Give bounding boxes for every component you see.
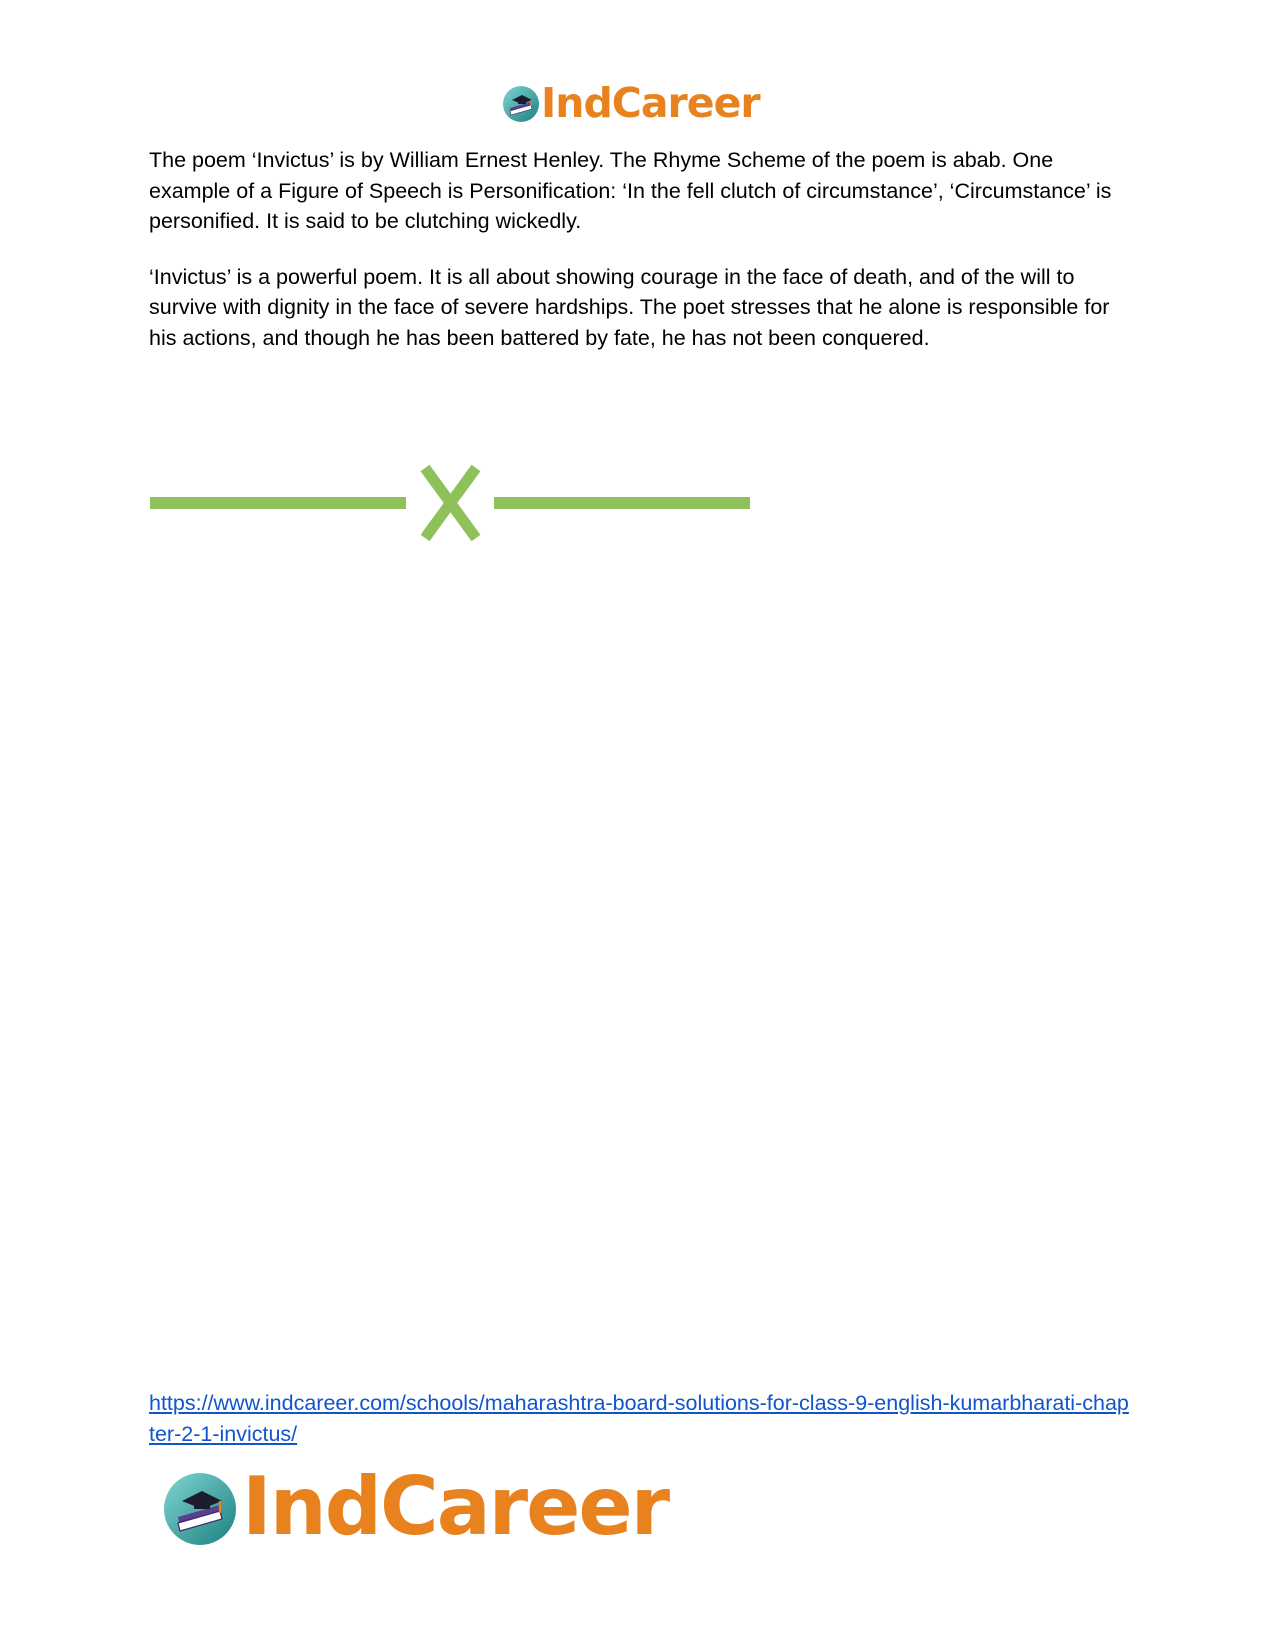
logo-emblem-icon bbox=[501, 83, 541, 123]
logo-wordmark: IndCareer bbox=[541, 78, 760, 127]
article-body bbox=[149, 145, 1129, 378]
footer-logo bbox=[160, 1460, 669, 1553]
paragraph-2: ‘Invictus’ is a powerful poem. It is all about showing courage in the face of death, and of the will to survive with dignity in the face of severe hardships. The poet stresses that he alone is responsible for his actions, and though he has been battered by fate, he has not been conquered. bbox=[149, 264, 1110, 350]
section-divider bbox=[150, 464, 750, 549]
logo-emblem-icon bbox=[160, 1467, 240, 1547]
paragraph-1: The poem ‘Invictus’ is by William Ernest Henley. The Rhyme Scheme of the poem is abab. One example of a Figure of Speech is Personification: ‘In the fell clutch of circumstance’, ‘Circumstance’ is personified. It is said to be clutching wickedly. bbox=[149, 148, 1112, 233]
source-url-link[interactable]: https://www.indcareer.com/schools/maharashtra-board-solutions-for-class-9-english-kumarbharati-chapter-2-1-invictus/ bbox=[149, 1391, 1129, 1446]
x-divider-icon bbox=[150, 464, 750, 544]
header-logo bbox=[501, 80, 760, 126]
logo-wordmark: IndCareer bbox=[242, 1460, 669, 1553]
